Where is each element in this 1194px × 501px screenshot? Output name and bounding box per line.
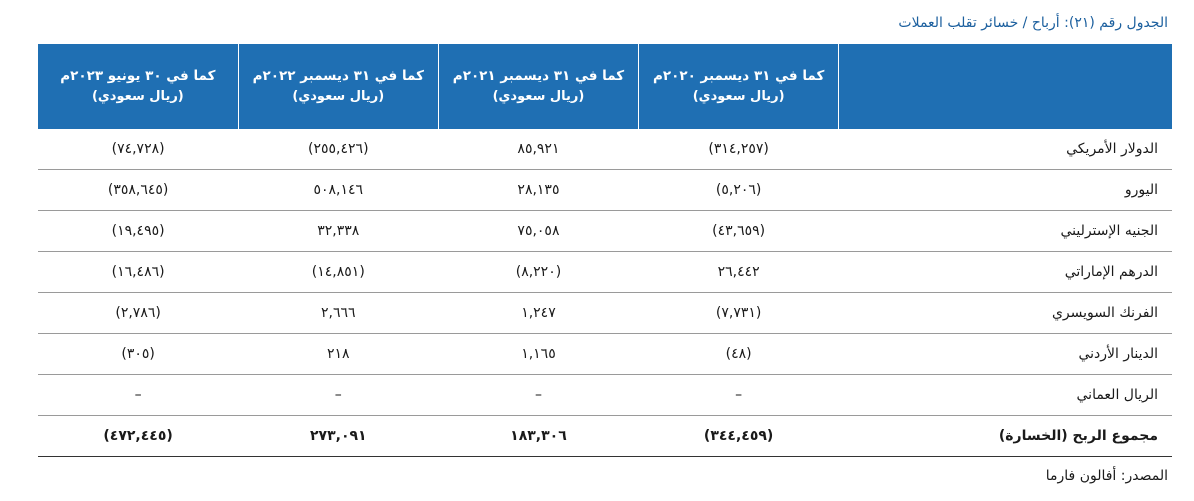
value-cell: (٣٠٥) [38, 334, 238, 375]
value-cell: (٨,٢٢٠) [438, 252, 638, 293]
value-cell: – [238, 375, 438, 416]
header-unit: (ريال سعودي) [91, 88, 184, 104]
header-unit: (ريال سعودي) [692, 88, 785, 104]
header-label-cell [839, 44, 1172, 129]
row-label: الدولار الأمريكي [839, 129, 1172, 170]
source-note: المصدر: أفالون فارما [1045, 468, 1168, 484]
header-cell [38, 44, 238, 129]
header-unit: (ريال سعودي) [492, 88, 585, 104]
value-cell: ٣٢,٣٣٨ [238, 211, 438, 252]
row-label: الريال العماني [839, 375, 1172, 416]
table-row [38, 129, 1172, 170]
header-cell [438, 44, 638, 129]
value-cell: ٢٦,٤٤٢ [639, 252, 839, 293]
value-cell: (٣١٤,٢٥٧) [639, 129, 839, 170]
total-row [38, 416, 1172, 457]
value-cell: – [438, 375, 638, 416]
table-row [38, 293, 1172, 334]
value-cell: (٢٥٥,٤٢٦) [238, 129, 438, 170]
total-value-cell: ١٨٣,٣٠٦ [438, 416, 638, 457]
value-cell: ٥٠٨,١٤٦ [238, 170, 438, 211]
header-date: كما في ٣٠ يونيو ٢٠٢٣م [60, 67, 216, 84]
header-date: كما في ٣١ ديسمبر ٢٠٢٠م [652, 67, 825, 84]
table-row [38, 334, 1172, 375]
value-cell: – [38, 375, 238, 416]
value-cell: (٧٤,٧٢٨) [38, 129, 238, 170]
value-cell: ٧٥,٠٥٨ [438, 211, 638, 252]
value-cell: (٣٥٨,٦٤٥) [38, 170, 238, 211]
total-value-cell: (٣٤٤,٤٥٩) [639, 416, 839, 457]
total-value-cell: (٤٧٢,٤٤٥) [38, 416, 238, 457]
row-label: الدينار الأردني [839, 334, 1172, 375]
value-cell: ٢,٦٦٦ [238, 293, 438, 334]
value-cell: – [639, 375, 839, 416]
header-date: كما في ٣١ ديسمبر ٢٠٢١م [452, 67, 625, 84]
header-row [38, 44, 1172, 129]
table-row [38, 170, 1172, 211]
header-cell [238, 44, 438, 129]
table-title: الجدول رقم (٢١): أرباح / خسائر تقلب العملات [898, 15, 1168, 31]
row-label: الدرهم الإماراتي [839, 252, 1172, 293]
table-row [38, 375, 1172, 416]
value-cell: ١,٢٤٧ [438, 293, 638, 334]
row-label: الجنيه الإسترليني [839, 211, 1172, 252]
value-cell: (١٦,٤٨٦) [38, 252, 238, 293]
value-cell: ١,١٦٥ [438, 334, 638, 375]
value-cell: (١٤,٨٥١) [238, 252, 438, 293]
header-cell [639, 44, 839, 129]
value-cell: (٤٨) [639, 334, 839, 375]
value-cell: ٨٥,٩٢١ [438, 129, 638, 170]
value-cell: ٢١٨ [238, 334, 438, 375]
value-cell: ٢٨,١٣٥ [438, 170, 638, 211]
fx-table [38, 44, 1172, 457]
table-row [38, 211, 1172, 252]
row-label: اليورو [839, 170, 1172, 211]
total-label: مجموع الربح (الخسارة) [839, 416, 1172, 457]
value-cell: (٤٣,٦٥٩) [639, 211, 839, 252]
header-date: كما في ٣١ ديسمبر ٢٠٢٢م [252, 67, 424, 84]
table-row [38, 252, 1172, 293]
value-cell: (١٩,٤٩٥) [38, 211, 238, 252]
value-cell: (٢,٧٨٦) [38, 293, 238, 334]
total-value-cell: ٢٧٣,٠٩١ [238, 416, 438, 457]
row-label: الفرنك السويسري [839, 293, 1172, 334]
header-unit: (ريال سعودي) [292, 88, 385, 104]
value-cell: (٧,٧٣١) [639, 293, 839, 334]
value-cell: (٥,٢٠٦) [639, 170, 839, 211]
